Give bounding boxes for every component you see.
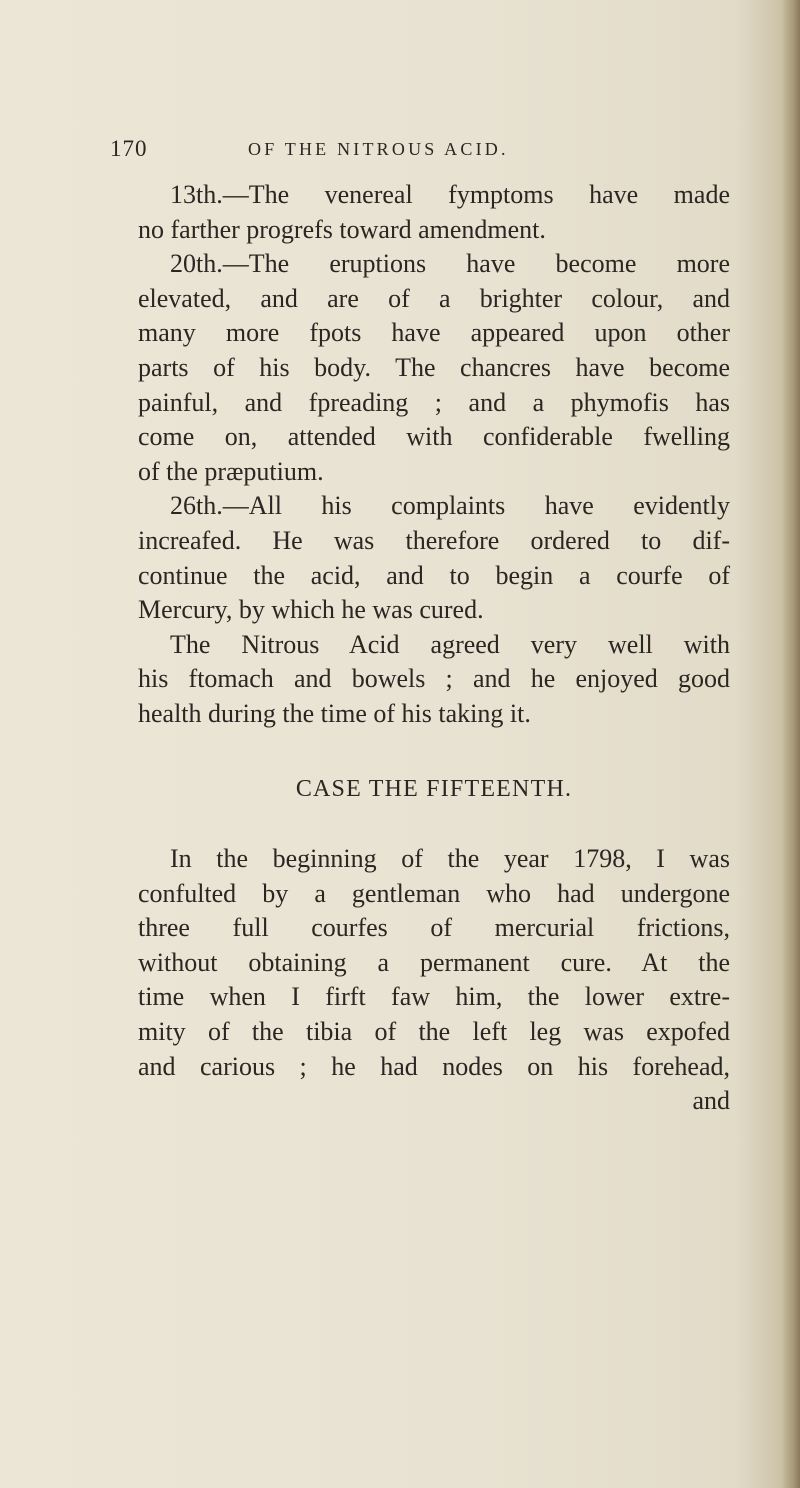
page-edge-shadow (782, 0, 800, 1488)
text-line: confulted by a gentleman who had undergone (138, 878, 730, 908)
body-text (138, 178, 730, 1119)
running-head (110, 136, 730, 170)
text-line: continue the acid, and to begin a courfe of (138, 560, 730, 590)
text-line: his ftomach and bowels ; and he enjoyed good (138, 664, 730, 694)
text-line: without obtaining a permanent cure. At the (138, 947, 730, 977)
text-line: 26th.—All his complaints have evidently (170, 491, 730, 521)
text-line: In the beginning of the year 1798, I was (170, 844, 730, 874)
case-heading: CASE THE FIFTEENTH. (295, 775, 573, 802)
page-number: 170 (110, 136, 148, 161)
text-line: many more fpots have appeared upon other (138, 318, 730, 348)
catchword: and (692, 1086, 730, 1116)
text-line: come on, attended with confiderable fwelling (138, 422, 730, 452)
text-line: increafed. He was therefore ordered to dif- (138, 525, 730, 555)
text-line: time when I firft faw him, the lower extre- (138, 982, 730, 1012)
text-line: no farther progrefs toward amendment. (138, 214, 546, 244)
text-line: health during the time of his taking it. (138, 698, 531, 728)
text-line: The Nitrous Acid agreed very well with (170, 629, 730, 659)
text-line: elevated, and are of a brighter colour, and (138, 283, 730, 313)
text-line: painful, and fpreading ; and a phymofis has (138, 387, 730, 417)
text-line: mity of the tibia of the left leg was expofed (138, 1017, 730, 1047)
text-line: parts of his body. The chancres have become (138, 352, 730, 382)
text-line: Mercury, by which he was cured. (138, 595, 484, 625)
text-line: three full courfes of mercurial frictions, (138, 913, 730, 943)
text-line: and carious ; he had nodes on his forehead, (138, 1051, 730, 1081)
text-line: 20th.—The eruptions have become more (170, 249, 730, 279)
running-head-title: OF THE NITROUS ACID. (248, 139, 509, 159)
text-line: of the præputium. (138, 456, 324, 486)
text-line: 13th.—The venereal fymptoms have made (170, 180, 730, 209)
